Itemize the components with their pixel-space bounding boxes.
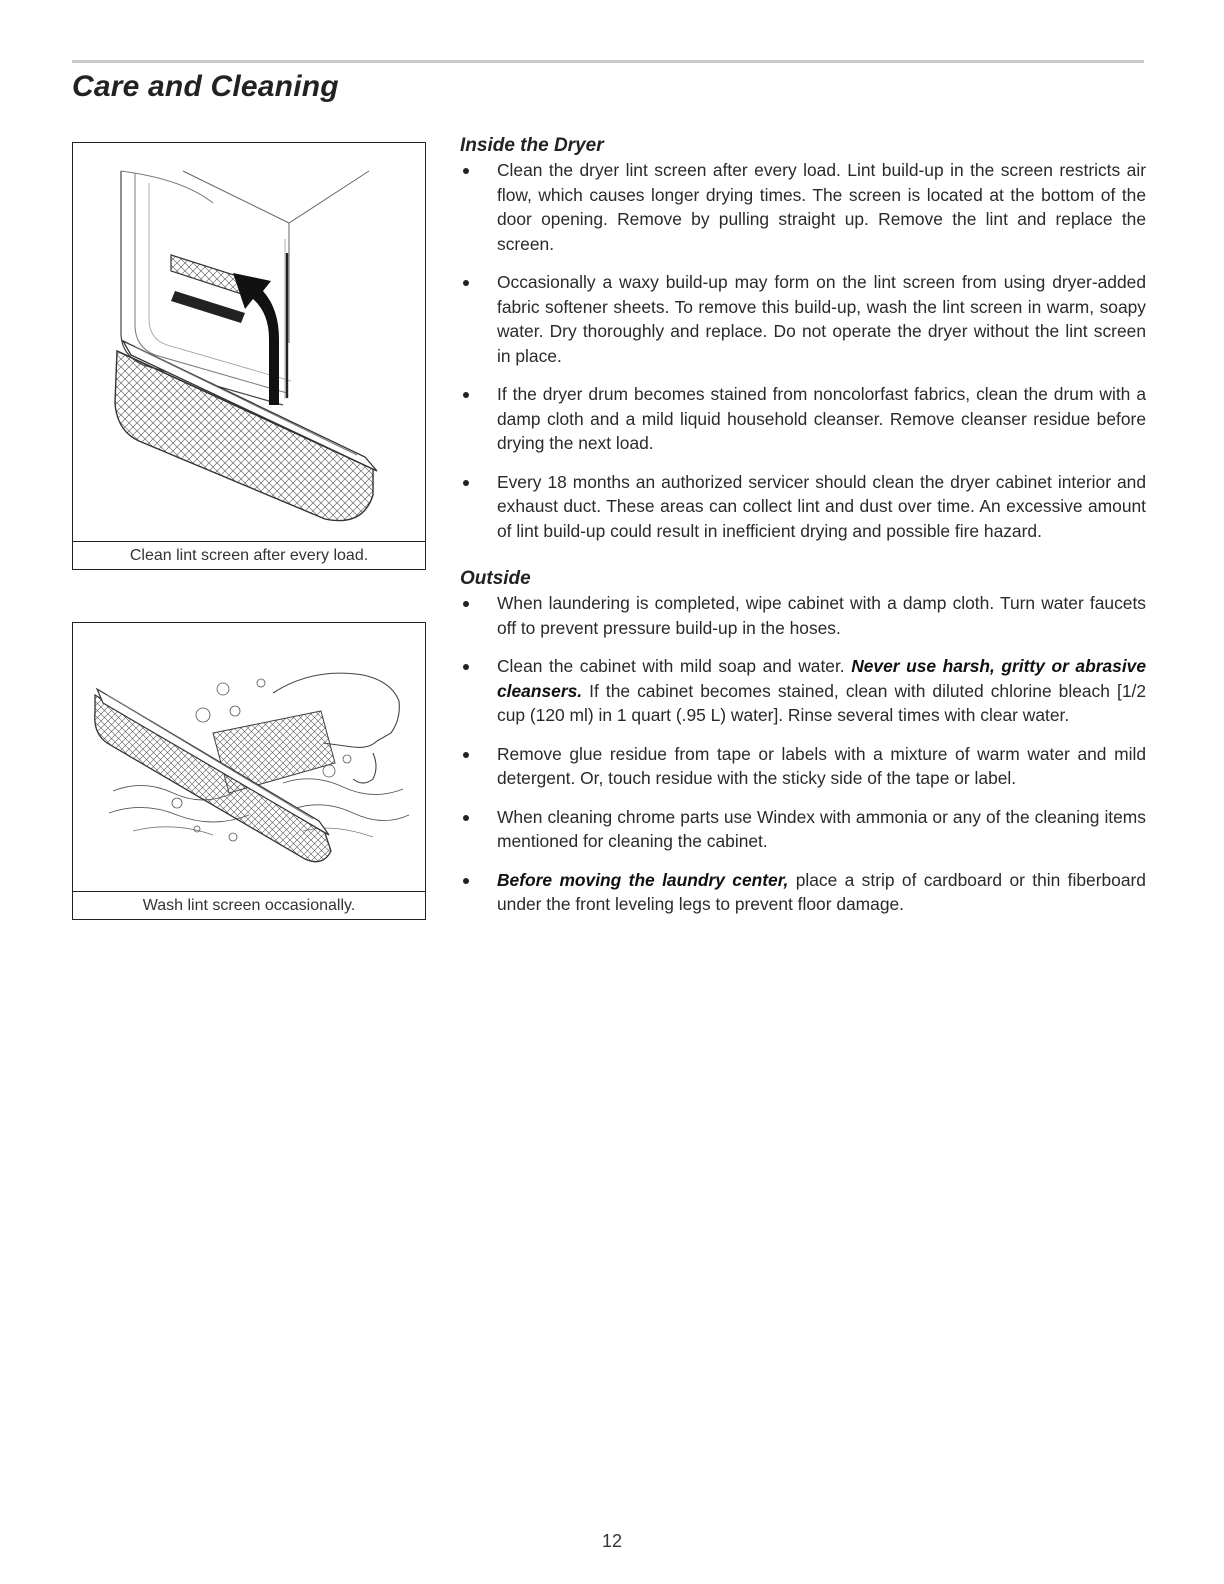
bullet-text: Every 18 months an authorized servicer should clean the dryer cabinet interior and exhaust duct. These areas can collect lint and dust over time. An excessive amount of lint build-up could result in inefficient drying and possible fire hazard. <box>497 471 1146 541</box>
lint-screen-removal-illustration <box>73 143 425 542</box>
section-outside <box>460 567 1146 917</box>
list-item <box>460 270 1146 368</box>
care-instructions <box>460 134 1146 931</box>
bullet-icon <box>463 815 469 821</box>
warning-emphasis: Never use harsh, gritty or abrasive cleansers. <box>497 656 1147 701</box>
moving-emphasis: Before moving the laundry center, <box>497 869 789 890</box>
bullet-text: If the dryer drum becomes stained from noncolorfast fabrics, clean the drum with a damp cloth and a mild liquid household cleanser. Remove cleanser residue before drying the next load. <box>497 384 1146 453</box>
list-item <box>460 742 1146 791</box>
figure-caption: Wash lint screen occasionally. <box>142 897 356 914</box>
bullet-text-pre: Clean the cabinet with mild soap and water. <box>497 656 852 676</box>
bullet-text-post: place a strip of cardboard or thin fiberboard under the front leveling legs to prevent floor damage. <box>497 869 1146 914</box>
section-heading-inside: Inside the Dryer <box>460 135 604 156</box>
figure-wash-lint-screen <box>72 622 426 920</box>
bullet-icon <box>463 878 469 884</box>
section-heading-outside: Outside <box>460 568 531 589</box>
bullet-text: Clean the dryer lint screen after every load. Lint build-up in the screen restricts air flow, which causes longer drying times. The screen is located at the bottom of the door opening. Remove by pulling straight up. Remove the lint and replace the screen. <box>497 160 1146 254</box>
bullet-text: When laundering is completed, wipe cabinet with a damp cloth. Turn water faucets off to prevent pressure build-up in the hoses. <box>497 593 1146 638</box>
list-item <box>460 382 1146 456</box>
list-item <box>460 654 1146 728</box>
bullet-text-post: If the cabinet becomes stained, clean with diluted chlorine bleach [1/2 cup (120 ml) in 1 quart (.95 L) water]. Rinse several times with clear water. <box>497 680 1146 725</box>
list-item <box>460 805 1146 854</box>
list-item <box>460 470 1146 544</box>
bullet-icon <box>463 392 469 398</box>
figure-clean-lint-screen <box>72 142 426 570</box>
bullet-icon <box>463 280 469 286</box>
section-inside-dryer <box>460 134 1146 543</box>
page-number: 12 <box>601 1531 623 1551</box>
list-item <box>460 158 1146 256</box>
list-item <box>460 868 1146 917</box>
inside-bullet-list <box>460 158 1146 543</box>
bullet-icon <box>463 601 469 607</box>
top-rule <box>72 60 1144 63</box>
page-title: Care and Cleaning <box>72 70 339 103</box>
list-item <box>460 591 1146 640</box>
bullet-text: Occasionally a waxy build-up may form on the lint screen from using dryer-added fabric softener sheets. To remove this build-up, wash the lint screen in warm, soapy water. Dry thoroughly and replace. Do not operate the dryer without the lint screen in place. <box>497 272 1146 366</box>
bullet-text: Remove glue residue from tape or labels with a mixture of warm water and mild detergent. Or, touch residue with the sticky side of the tape or label. <box>497 743 1146 788</box>
bullet-icon <box>463 752 469 758</box>
bullet-icon <box>463 168 469 174</box>
bullet-text: When cleaning chrome parts use Windex with ammonia or any of the cleaning items mentioned for cleaning the cabinet. <box>497 806 1146 851</box>
figure-caption: Clean lint screen after every load. <box>129 547 369 564</box>
lint-screen-washing-illustration <box>73 623 425 892</box>
outside-bullet-list <box>460 591 1146 917</box>
bullet-icon <box>463 664 469 670</box>
bullet-icon <box>463 480 469 486</box>
